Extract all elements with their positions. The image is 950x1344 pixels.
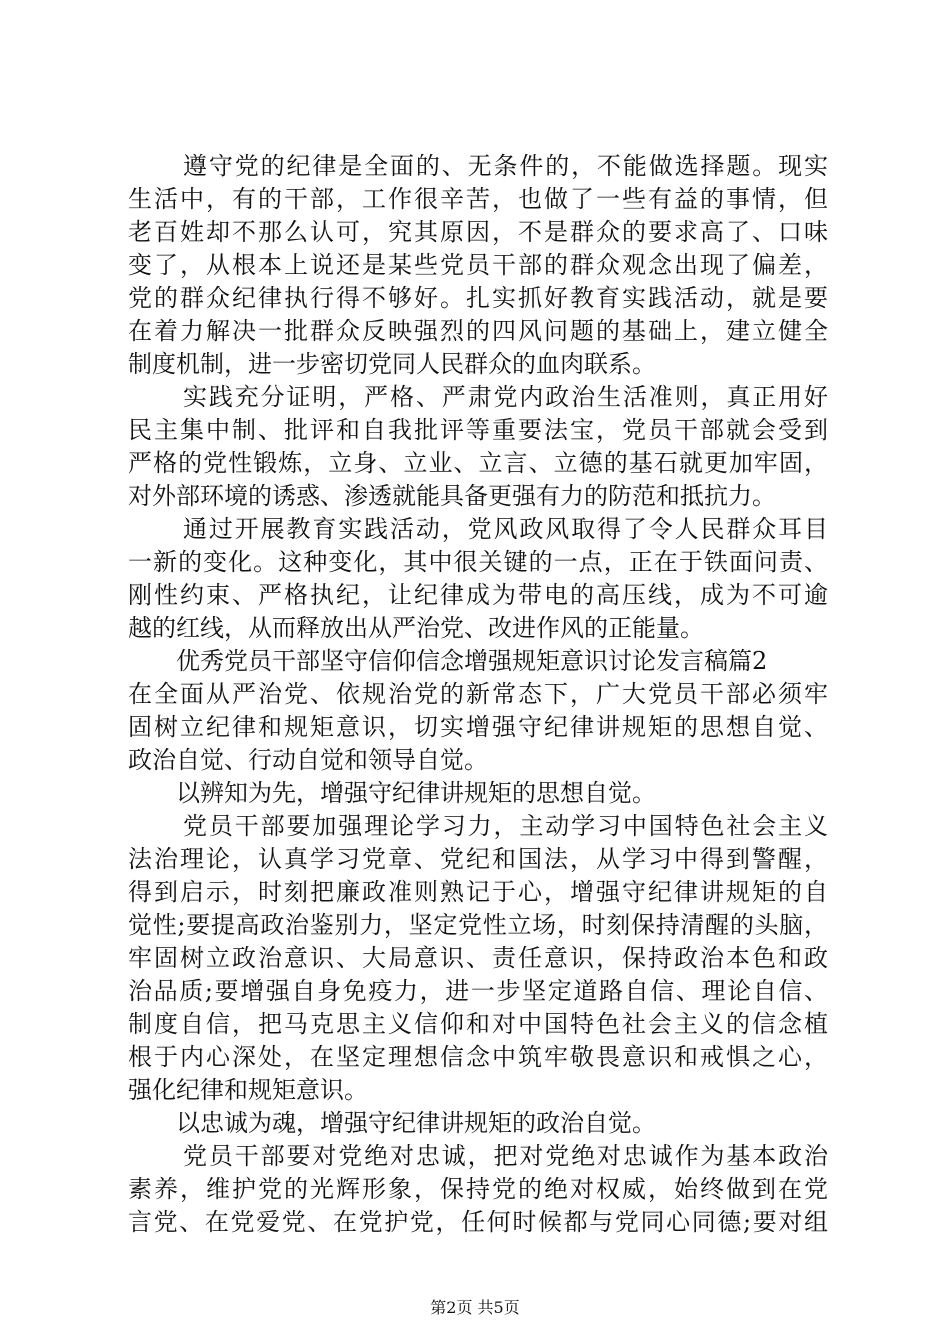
text-line: 在着力解决一批群众反映强烈的四风问题的基础上，建立健全 — [128, 317, 828, 345]
text-line: 民主集中制、批评和自我批评等重要法宝，党员干部就会受到 — [128, 416, 828, 444]
text-line: 在全面从严治党、依规治党的新常态下，广大党员干部必须牢 — [128, 680, 828, 708]
text-line: 言党、在党爱党、在党护党，任何时候都与党同心同德;要对组 — [128, 1208, 828, 1236]
text-line: 遵守党的纪律是全面的、无条件的，不能做选择题。现实 — [183, 152, 828, 180]
text-line: 素养，维护党的光辉形象，保持党的绝对权威，始终做到在党 — [128, 1175, 828, 1203]
subheading: 以辨知为先，增强守纪律讲规矩的思想自觉。 — [176, 779, 656, 807]
text-line: 刚性约束、严格执纪，让纪律成为带电的高压线，成为不可逾 — [128, 581, 828, 609]
subheading: 以忠诚为魂，增强守纪律讲规矩的政治自觉。 — [176, 1109, 656, 1137]
section-heading: 优秀党员干部坚守信仰信念增强规矩意识讨论发言稿篇2 — [176, 647, 768, 675]
text-line: 党员干部要加强理论学习力，主动学习中国特色社会主义 — [183, 812, 828, 840]
text-line: 实践充分证明，严格、严肃党内政治生活准则，真正用好 — [183, 383, 828, 411]
text-line: 对外部环境的诱惑、渗透就能具备更强有力的防范和抵抗力。 — [128, 482, 776, 510]
text-line: 觉性;要提高政治鉴别力，坚定党性立场，时刻保持清醒的头脑， — [128, 911, 828, 939]
text-line: 一新的变化。这种变化，其中很关键的一点，正在于铁面问责、 — [128, 548, 828, 576]
text-line: 强化纪律和规矩意识。 — [128, 1076, 368, 1104]
text-line: 制度机制，进一步密切党同人民群众的血肉联系。 — [128, 350, 656, 378]
text-line: 治品质;要增强自身免疫力，进一步坚定道路自信、理论自信、 — [128, 977, 828, 1005]
text-line: 党的群众纪律执行得不够好。扎实抓好教育实践活动，就是要 — [128, 284, 828, 312]
text-line: 越的红线，从而释放出从严治党、改进作风的正能量。 — [128, 614, 704, 642]
document-body — [128, 150, 828, 1239]
text-line: 制度自信，把马克思主义信仰和对中国特色社会主义的信念植 — [128, 1010, 828, 1038]
text-line: 变了，从根本上说还是某些党员干部的群众观念出现了偏差， — [128, 251, 828, 279]
text-line: 根于内心深处，在坚定理想信念中筑牢敬畏意识和戒惧之心， — [128, 1043, 828, 1071]
text-line: 党员干部要对党绝对忠诚，把对党绝对忠诚作为基本政治 — [183, 1142, 828, 1170]
text-line: 老百姓却不那么认可，究其原因，不是群众的要求高了、口味 — [128, 218, 828, 246]
text-line: 固树立纪律和规矩意识，切实增强守纪律讲规矩的思想自觉、 — [128, 713, 828, 741]
page-footer: 第2页 共5页 — [430, 1298, 520, 1317]
text-line: 通过开展教育实践活动，党风政风取得了令人民群众耳目 — [183, 515, 828, 543]
text-line: 法治理论，认真学习党章、党纪和国法，从学习中得到警醒， — [128, 845, 828, 873]
text-line: 政治自觉、行动自觉和领导自觉。 — [128, 746, 488, 774]
text-line: 严格的党性锻炼，立身、立业、立言、立德的基石就更加牢固， — [128, 449, 828, 477]
text-line: 得到启示，时刻把廉政准则熟记于心，增强守纪律讲规矩的自 — [128, 878, 828, 906]
text-line: 生活中，有的干部，工作很辛苦，也做了一些有益的事情，但 — [128, 185, 828, 213]
text-line: 牢固树立政治意识、大局意识、责任意识，保持政治本色和政 — [128, 944, 828, 972]
